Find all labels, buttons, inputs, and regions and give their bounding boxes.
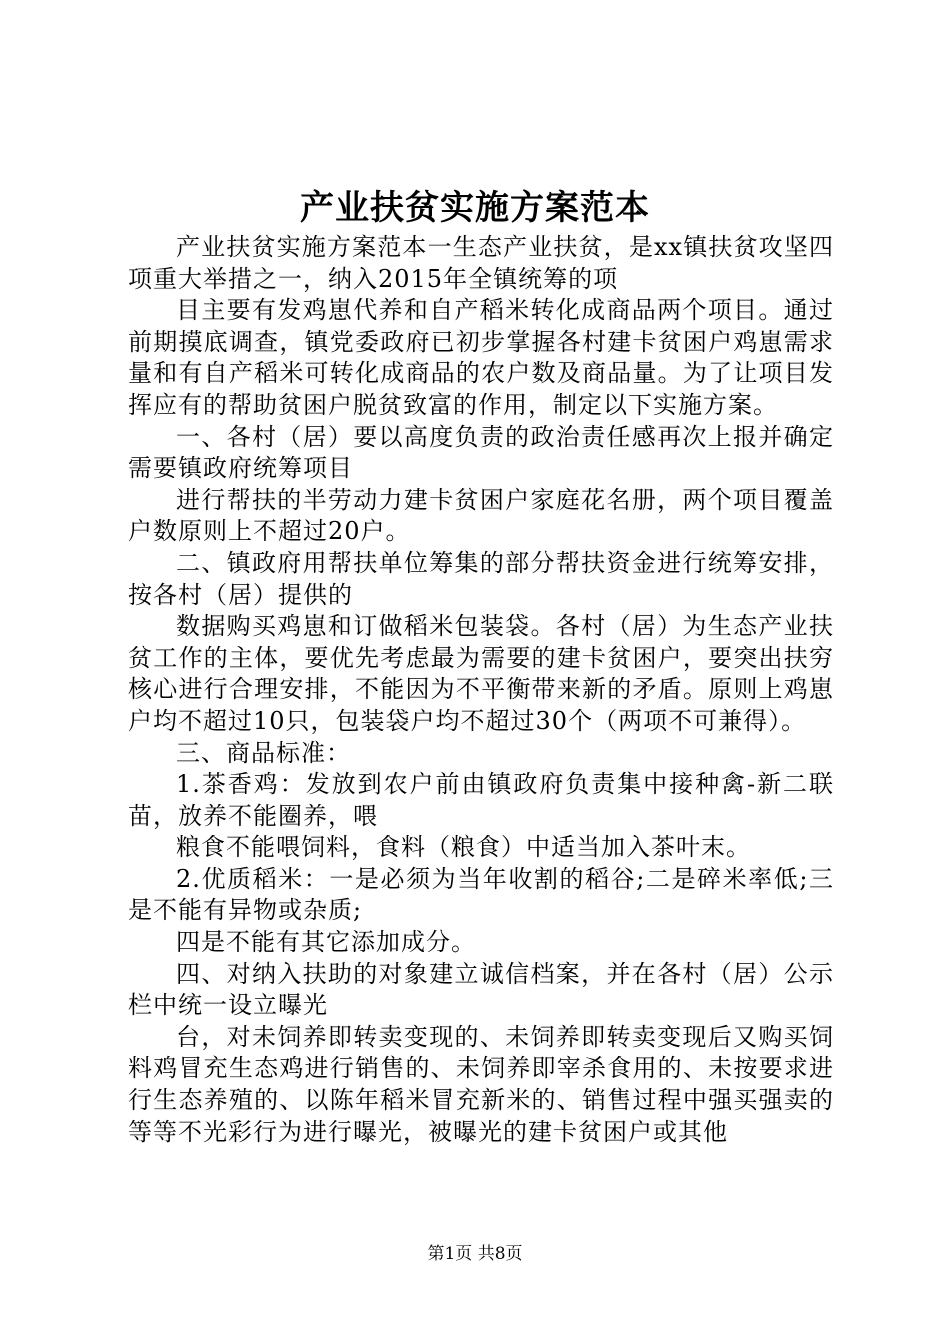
paragraph: 目主要有发鸡崽代养和自产稻米转化成商品两个项目。通过前期摸底调查，镇党委政府已初步掌握各村建卡贫困户鸡崽需求量和有自产稻米可转化成商品的农户数及商品量。为了让项目发挥应有的帮助贫困户脱贫致富的作用，制定以下实施方案。: [128, 296, 834, 419]
paragraph: 1.茶香鸡：发放到农户前由镇政府负责集中接种禽-新二联苗，放养不能圈养，喂: [128, 770, 834, 830]
paragraph: 数据购买鸡崽和订做稻米包装袋。各村（居）为生态产业扶贫工作的主体，要优先考虑最为需要的建卡贫困户，要突出扶穷核心进行合理安排，不能因为不平衡带来新的矛盾。原则上鸡崽户均不超过10只，包装袋户均不超过30个（两项不可兼得）。: [128, 612, 834, 735]
paragraph: 四是不能有其它添加成分。: [176, 928, 476, 957]
paragraph: 一、各村（居）要以高度负责的政治责任感再次上报并确定需要镇政府统筹项目: [128, 422, 834, 483]
paragraph: 三、商品标准：: [176, 738, 351, 767]
document-body: [128, 232, 834, 1148]
paragraph: 2.优质稻米：一是必须为当年收割的稻谷;二是碎米率低;三是不能有异物或杂质;: [128, 864, 834, 925]
page-number-footer: 第1页 共8页: [427, 1244, 523, 1264]
paragraph: 粮食不能喂饲料，食料（粮食）中适当加入茶叶末。: [176, 833, 751, 862]
paragraph: 四、对纳入扶助的对象建立诚信档案，并在各村（居）公示栏中统一设立曝光: [128, 959, 834, 1020]
document-title: 产业扶贫实施方案范本: [300, 188, 650, 228]
paragraph: 台，对未饲养即转卖变现的、未饲养即转卖变现后又购买饲料鸡冒充生态鸡进行销售的、未饲养即宰杀食用的、未按要求进行生态养殖的、以陈年稻米冒充新米的、销售过程中强买强卖的等等不光彩行为进行曝光，被曝光的建卡贫困户或其他: [128, 1022, 834, 1146]
paragraph: 产业扶贫实施方案范本一生态产业扶贫，是xx镇扶贫攻坚四项重大举措之一，纳入2015年全镇统筹的项: [128, 233, 834, 293]
paragraph: 二、镇政府用帮扶单位筹集的部分帮扶资金进行统筹安排，按各村（居）提供的: [128, 548, 834, 609]
paragraph: 进行帮扶的半劳动力建卡贫困户家庭花名册，两个项目覆盖户数原则上不超过20户。: [128, 485, 834, 546]
